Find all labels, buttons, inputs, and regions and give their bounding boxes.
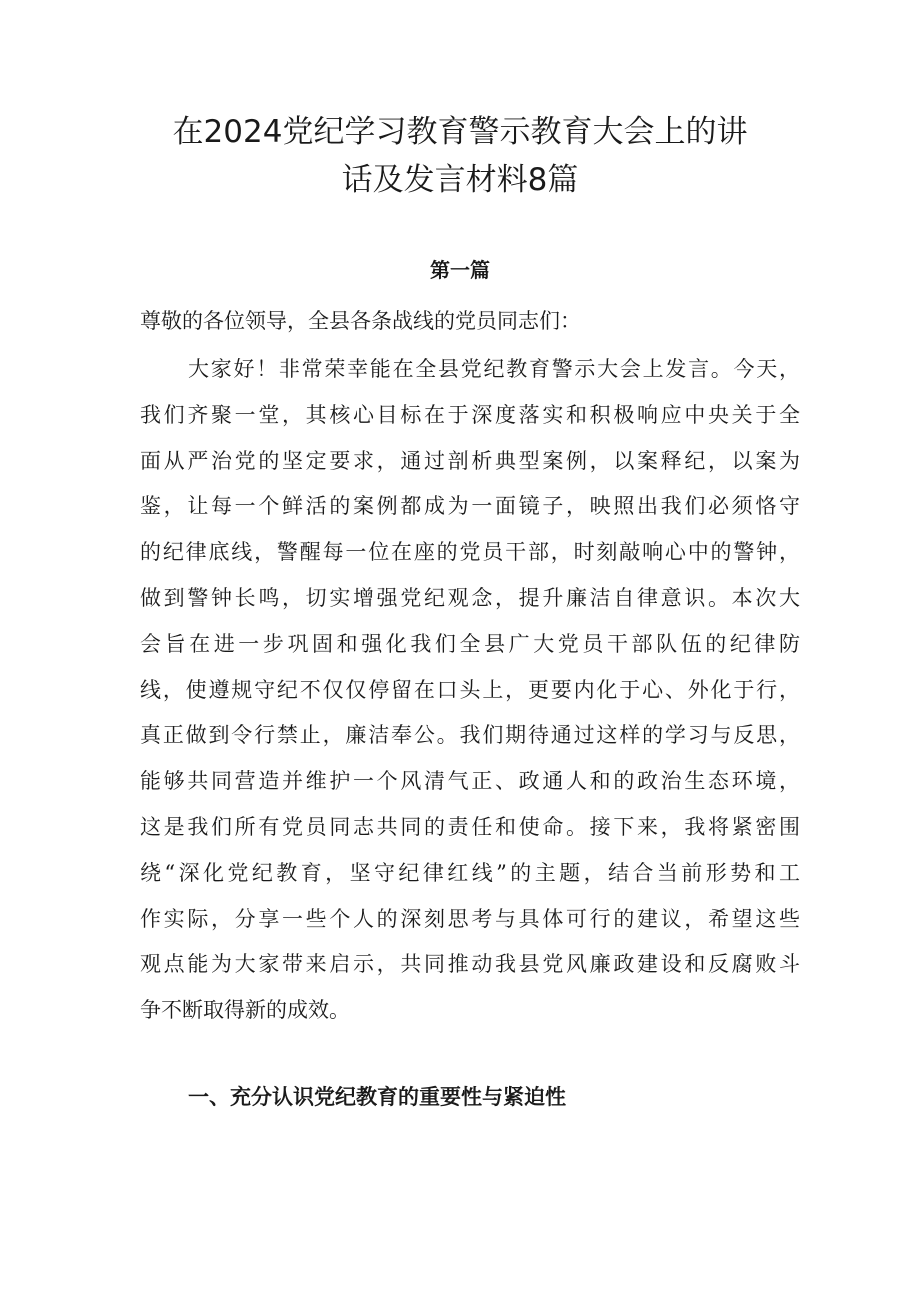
paragraph-line: 我们齐聚一堂，其核心目标在于深度落实和积极响应中央关于全 bbox=[140, 402, 800, 427]
paragraph-line: 作实际，分享一些个人的深刻思考与具体可行的建议，希望这些 bbox=[140, 906, 800, 931]
section-heading: 一、充分认识党纪教育的重要性与紧迫性 bbox=[188, 1084, 566, 1109]
paragraph-line: 真正做到令行禁止，廉洁奉公。我们期待通过这样的学习与反思， bbox=[140, 723, 800, 748]
paragraph-line: 这是我们所有党员同志共同的责任和使命。接下来，我将紧密围 bbox=[140, 814, 800, 839]
paragraph-line: 面从严治党的坚定要求，通过剖析典型案例，以案释纪，以案为 bbox=[140, 448, 800, 473]
body-paragraph bbox=[140, 347, 800, 1034]
paragraph-line: 会旨在进一步巩固和强化我们全县广大党员干部队伍的纪律防 bbox=[140, 631, 800, 656]
section-title: 第一篇 bbox=[430, 258, 490, 282]
paragraph-line: 绕“深化党纪教育，坚守纪律红线”的主题，结合当前形势和工 bbox=[140, 860, 800, 885]
document-title-line-1: 在2024党纪学习教育警示教育大会上的讲 bbox=[172, 114, 748, 150]
paragraph-line: 能够共同营造并维护一个风清气正、政通人和的政治生态环境， bbox=[140, 769, 800, 794]
paragraph-line: 大家好！非常荣幸能在全县党纪教育警示大会上发言。今天， bbox=[188, 357, 800, 381]
paragraph-line: 做到警钟长鸣，切实增强党纪观念，提升廉洁自律意识。本次大 bbox=[140, 585, 800, 610]
paragraph-line: 的纪律底线，警醒每一位在座的党员干部，时刻敲响心中的警钟， bbox=[140, 540, 800, 565]
paragraph-line: 观点能为大家带来启示，共同推动我县党风廉政建设和反腐败斗 bbox=[140, 952, 800, 977]
document-title bbox=[100, 108, 820, 204]
paragraph-line: 线，使遵规守纪不仅仅停留在口头上，更要内化于心、外化于行， bbox=[140, 677, 800, 702]
paragraph-line: 鉴，让每一个鲜活的案例都成为一面镜子，映照出我们必须恪守 bbox=[140, 494, 800, 519]
document-title-line-2: 话及发言材料8篇 bbox=[341, 162, 579, 198]
paragraph-line: 争不断取得新的成效。 bbox=[140, 998, 350, 1023]
salutation: 尊敬的各位领导，全县各条战线的党员同志们： bbox=[140, 309, 581, 333]
